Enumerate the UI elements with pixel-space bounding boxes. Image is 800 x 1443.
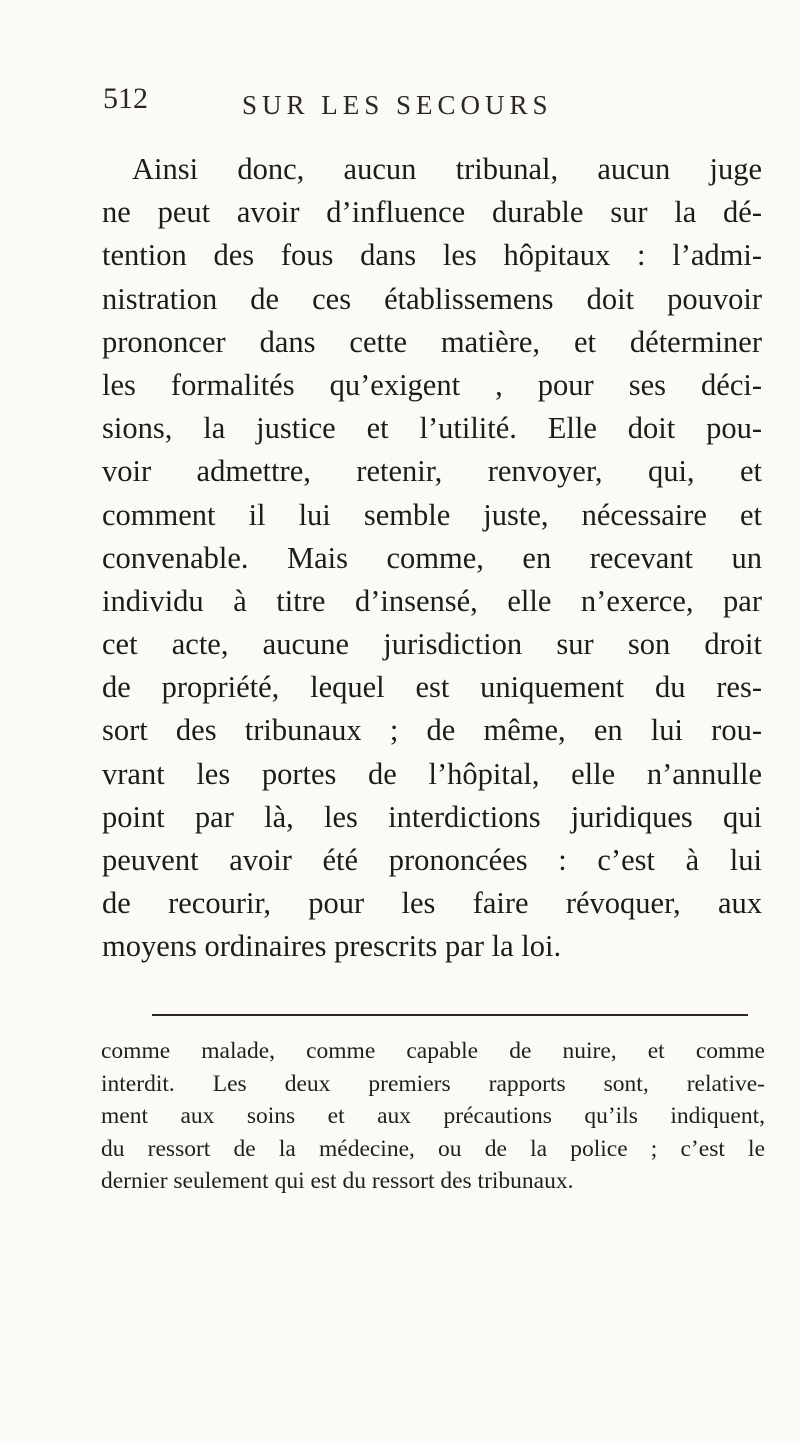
footnote-line: interdit. Les deux premiers rapports sont, relative-: [101, 1070, 765, 1097]
text-line: de propriété, lequel est uniquement du res-: [102, 670, 762, 705]
footnote: [101, 1035, 765, 1198]
text-line: vrant les portes de l’hôpital, elle n’annulle: [102, 756, 762, 791]
footnote-line: comme malade, comme capable de nuire, et comme: [101, 1038, 765, 1064]
text-line: moyens ordinaires prescrits par la loi.: [102, 929, 562, 964]
footnote-line: dernier seulement qui est du ressort des tribunaux.: [101, 1168, 574, 1194]
text-line: cet acte, aucune jurisdiction sur son droit: [102, 627, 762, 662]
footnote-line: ment aux soins et aux précautions qu’ils indiquent,: [101, 1103, 765, 1129]
text-line: point par là, les interdictions juridiques qui: [102, 799, 762, 834]
text-line: tention des fous dans les hôpitaux : l’admi-: [102, 238, 762, 273]
text-line: les formalités qu’exigent , pour ses déci-: [102, 367, 762, 402]
text-line: de recourir, pour les faire révoquer, aux: [102, 886, 762, 921]
text-line: sort des tribunaux ; de même, en lui rou-: [102, 713, 762, 748]
running-head: [103, 82, 743, 142]
text-line: prononcer dans cette matière, et déterminer: [102, 324, 762, 359]
text-line: convenable. Mais comme, en recevant un: [102, 540, 762, 575]
text-line: nistration de ces établissemens doit pouvoir: [102, 281, 762, 316]
text-line: comment il lui semble juste, nécessaire et: [102, 497, 762, 532]
running-title: SUR LES SECOURS: [242, 90, 553, 120]
footnote-line: du ressort de la médecine, ou de la police ; c’est le: [101, 1135, 765, 1162]
text-line: Ainsi donc, aucun tribunal, aucun juge: [132, 152, 762, 186]
text-line: sions, la justice et l’utilité. Elle doit pou-: [102, 411, 762, 446]
page-number: 512: [103, 82, 148, 115]
text-line: ne peut avoir d’influence durable sur la dé-: [102, 195, 762, 230]
text-line: individu à titre d’insensé, elle n’exerce, par: [102, 583, 762, 618]
main-paragraph: [102, 148, 762, 969]
footnote-separator: [152, 1014, 748, 1016]
text-line: peuvent avoir été prononcées : c’est à lui: [102, 843, 762, 877]
text-line: voir admettre, retenir, renvoyer, qui, et: [102, 454, 762, 489]
